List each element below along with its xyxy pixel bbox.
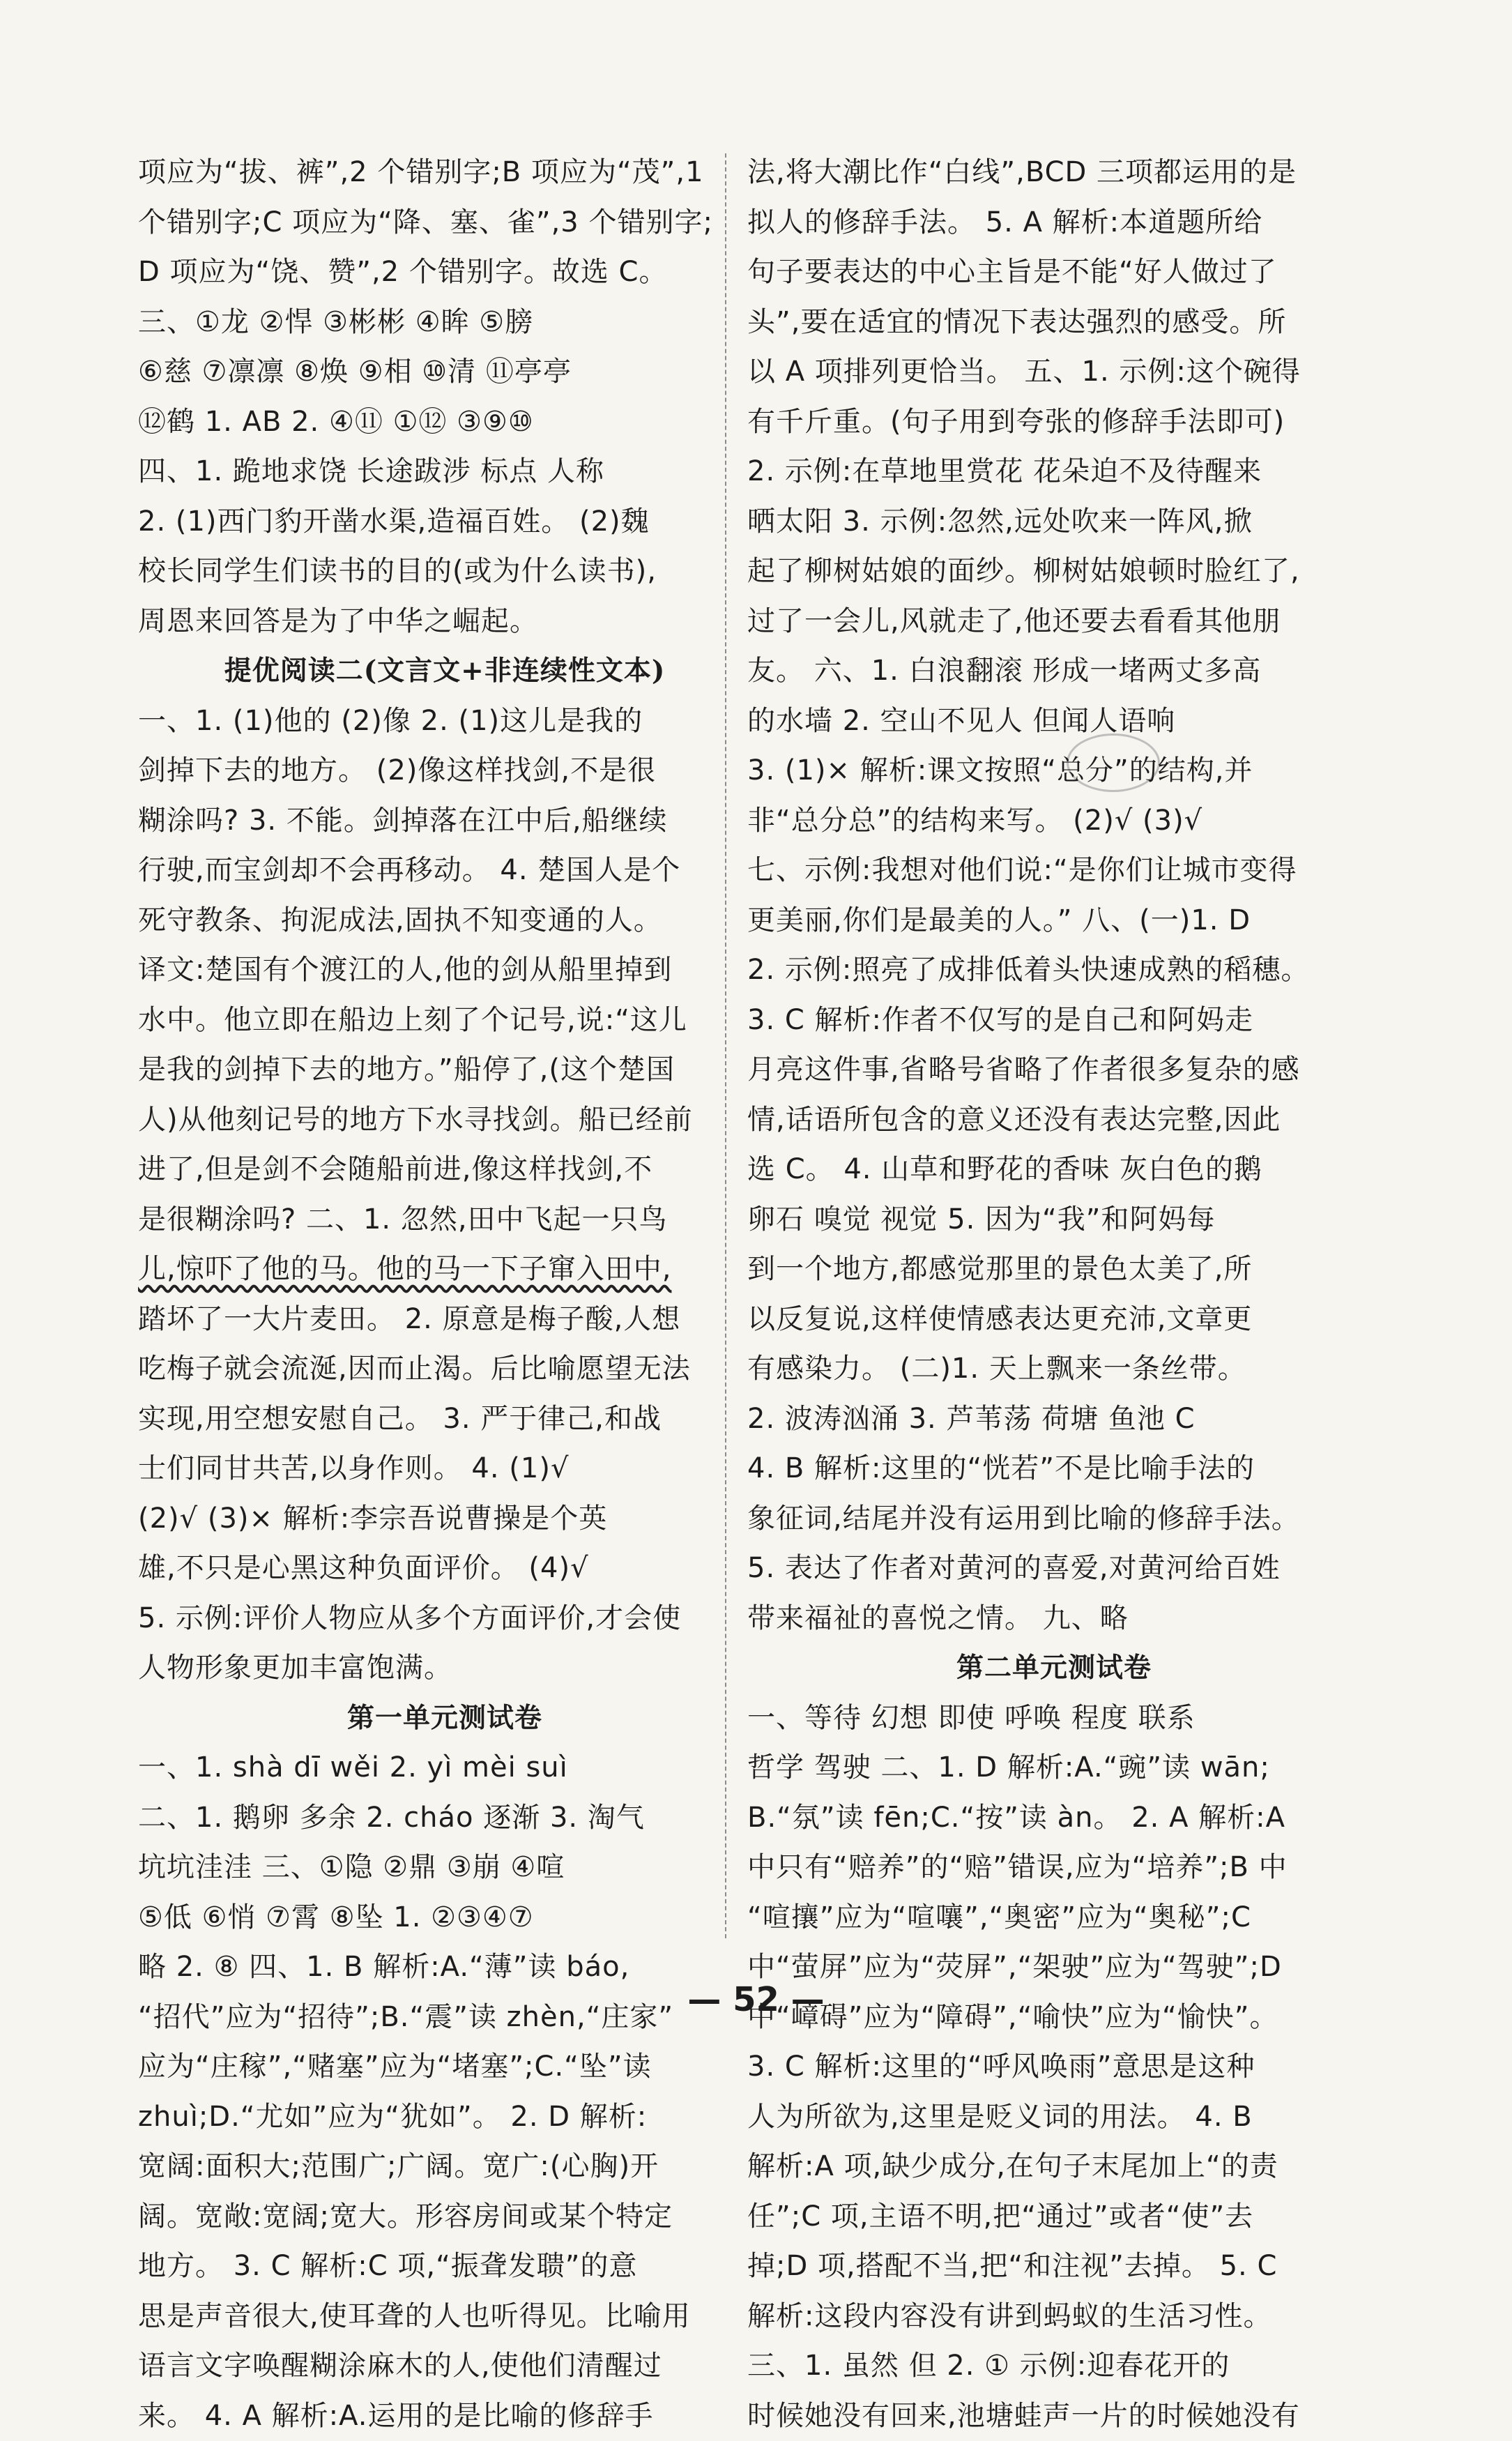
- text-line: 法,将大潮比作“白线”,BCD 三项都运用的是: [747, 148, 1361, 198]
- text-line: 起了柳树姑娘的面纱。柳树姑娘顿时脸红了,: [747, 547, 1361, 597]
- text-line: 3. (1)× 解析:课文按照“总分”的结构,并: [747, 746, 1361, 796]
- text-line: 来。 4. A 解析:A.运用的是比喻的修辞手: [138, 2391, 751, 2441]
- text-line: 思是声音很大,使耳聋的人也听得见。比喻用: [138, 2292, 751, 2342]
- text-line: 5. 示例:评价人物应从多个方面评价,才会使: [138, 1594, 751, 1644]
- text-line: 个错别字;C 项应为“降、塞、雀”,3 个错别字;: [138, 198, 751, 248]
- text-line: 哲学 驾驶 二、1. D 解析:A.“豌”读 wān;: [747, 1743, 1361, 1793]
- text-line: 雄,不只是心黑这种负面评价。 (4)√: [138, 1544, 751, 1594]
- text-line: 以 A 项排列更恰当。 五、1. 示例:这个碗得: [747, 347, 1361, 397]
- text-line: 应为“庄稼”,“赌塞”应为“堵塞”;C.“坠”读: [138, 2042, 751, 2092]
- text-line: 语言文字唤醒糊涂麻木的人,使他们清醒过: [138, 2341, 751, 2391]
- text-line: 略 2. ⑧ 四、1. B 解析:A.“薄”读 báo,: [138, 1942, 751, 1993]
- text-line: 行驶,而宝剑却不会再移动。 4. 楚国人是个: [138, 846, 751, 896]
- page-number: — 52 —: [0, 1980, 1512, 2019]
- text-line: 头”,要在适宜的情况下表达强烈的感受。所: [747, 298, 1361, 348]
- text-line: 过了一会儿,风就走了,他还要去看看其他朋: [747, 597, 1361, 647]
- text-line: 非“总分总”的结构来写。 (2)√ (3)√: [747, 796, 1361, 846]
- text-line: 2. 波涛汹涌 3. 芦苇荡 荷塘 鱼池 C: [747, 1394, 1361, 1445]
- text-line: 中“萤屏”应为“荧屏”,“架驶”应为“驾驶”;D: [747, 1942, 1361, 1993]
- text-line: 3. C 解析:这里的“呼风唤雨”意思是这种: [747, 2042, 1361, 2092]
- text-line: 人)从他刻记号的地方下水寻找剑。船已经前: [138, 1095, 751, 1146]
- text-line: 中“嶂碍”应为“障碍”,“喻快”应为“愉快”。: [747, 1993, 1361, 2043]
- text-line: zhuì;D.“尤如”应为“犹如”。 2. D 解析:: [138, 2092, 751, 2143]
- text-line: D 项应为“饶、赞”,2 个错别字。故选 C。: [138, 248, 751, 298]
- text-line: 译文:楚国有个渡江的人,他的剑从船里掉到: [138, 945, 751, 996]
- text-line: 情,话语所包含的意义还没有表达完整,因此: [747, 1095, 1361, 1146]
- text-line: B.“氛”读 fēn;C.“按”读 àn。 2. A 解析:A: [747, 1793, 1361, 1843]
- text-line: 校长同学生们读书的目的(或为什么读书),: [138, 547, 751, 597]
- text-line: 更美丽,你们是最美的人。” 八、(一)1. D: [747, 896, 1361, 946]
- text-line: 晒太阳 3. 示例:忽然,远处吹来一阵风,掀: [747, 497, 1361, 547]
- text-line: 一、1. (1)他的 (2)像 2. (1)这儿是我的: [138, 697, 751, 747]
- text-line: 七、示例:我想对他们说:“是你们让城市变得: [747, 846, 1361, 896]
- text-line: 时候她没有回来,池塘蛙声一片的时候她没有: [747, 2391, 1361, 2441]
- text-line: 人为所欲为,这里是贬义词的用法。 4. B: [747, 2092, 1361, 2143]
- text-line: 四、1. 跪地求饶 长途跋涉 标点 人称: [138, 447, 751, 497]
- text-line: 阔。宽敞:宽阔;宽大。形容房间或某个特定: [138, 2192, 751, 2242]
- text-line: 3. C 解析:作者不仅写的是自己和阿妈走: [747, 996, 1361, 1046]
- text-line: 二、1. 鹅卵 多余 2. cháo 逐渐 3. 淘气: [138, 1793, 751, 1843]
- text-line: 三、①龙 ②悍 ③彬彬 ④眸 ⑤膀: [138, 298, 751, 348]
- text-line: ⑤低 ⑥悄 ⑦霄 ⑧坠 1. ②③④⑦: [138, 1893, 751, 1943]
- section-heading-unit-2-test: 第二单元测试卷: [747, 1643, 1361, 1694]
- text-line: 三、1. 虽然 但 2. ① 示例:迎春花开的: [747, 2341, 1361, 2391]
- section-heading-unit-1-test: 第一单元测试卷: [138, 1694, 751, 1744]
- text-line: 一、1. shà dī wěi 2. yì mèi suì: [138, 1743, 751, 1793]
- text-line: 是很糊涂吗? 二、1. 忽然,田中飞起一只鸟: [138, 1195, 751, 1245]
- text-line: 糊涂吗? 3. 不能。剑掉落在江中后,船继续: [138, 796, 751, 846]
- text-line: 士们同甘共苦,以身作则。 4. (1)√: [138, 1444, 751, 1494]
- text-line: 带来福祉的喜悦之情。 九、略: [747, 1594, 1361, 1644]
- text-line: 一、等待 幻想 即使 呼唤 程度 联系: [747, 1694, 1361, 1744]
- text-line: 掉;D 项,搭配不当,把“和注视”去掉。 5. C: [747, 2242, 1361, 2292]
- text-line: 吃梅子就会流涎,因而止渴。后比喻愿望无法: [138, 1344, 751, 1394]
- text-line: 2. (1)西门豹开凿水渠,造福百姓。 (2)魏: [138, 497, 751, 547]
- text-line: 周恩来回答是为了中华之崛起。: [138, 597, 751, 647]
- text-line: ⑥慈 ⑦凛凛 ⑧焕 ⑨相 ⑩清 ⑪亭亭: [138, 347, 751, 397]
- text-line: 4. B 解析:这里的“恍若”不是比喻手法的: [747, 1444, 1361, 1494]
- text-line-underlined: 儿,惊吓了他的马。他的马一下子窜入田中,: [138, 1245, 751, 1295]
- left-column: [138, 148, 751, 2441]
- text-line: 句子要表达的中心主旨是不能“好人做过了: [747, 248, 1361, 298]
- text-line: 解析:这段内容没有讲到蚂蚁的生活习性。: [747, 2292, 1361, 2342]
- text-line: 2. 示例:在草地里赏花 花朵迫不及待醒来: [747, 447, 1361, 497]
- text-line: 是我的剑掉下去的地方。”船停了,(这个楚国: [138, 1045, 751, 1095]
- text-line: 有千斤重。(句子用到夸张的修辞手法即可): [747, 397, 1361, 448]
- text-line: “招代”应为“招待”;B.“震”读 zhèn,“庄家”: [138, 1993, 751, 2043]
- text-line: 拟人的修辞手法。 5. A 解析:本道题所给: [747, 198, 1361, 248]
- text-line: 选 C。 4. 山草和野花的香味 灰白色的鹅: [747, 1145, 1361, 1195]
- text-line: (2)√ (3)× 解析:李宗吾说曹操是个英: [138, 1494, 751, 1544]
- text-line: 中只有“赔养”的“赔”错误,应为“培养”;B 中: [747, 1843, 1361, 1893]
- right-column: [747, 148, 1361, 2441]
- text-line: 坑坑洼洼 三、①隐 ②鼎 ③崩 ④喧: [138, 1843, 751, 1893]
- text-line: 到一个地方,都感觉那里的景色太美了,所: [747, 1245, 1361, 1295]
- text-line: 死守教条、拘泥成法,固执不知变通的人。: [138, 896, 751, 946]
- text-line: 任”;C 项,主语不明,把“通过”或者“使”去: [747, 2192, 1361, 2242]
- text-line: 宽阔:面积大;范围广;广阔。宽广:(心胸)开: [138, 2142, 751, 2192]
- text-line: 项应为“拔、裤”,2 个错别字;B 项应为“茂”,1: [138, 148, 751, 198]
- text-line: 有感染力。 (二)1. 天上飘来一条丝带。: [747, 1344, 1361, 1394]
- text-line: ⑫鹤 1. AB 2. ④⑪ ①⑫ ③⑨⑩: [138, 397, 751, 448]
- text-line: 象征词,结尾并没有运用到比喻的修辞手法。: [747, 1494, 1361, 1544]
- text-line: 水中。他立即在船边上刻了个记号,说:“这儿: [138, 996, 751, 1046]
- text-line: 踏坏了一大片麦田。 2. 原意是梅子酸,人想: [138, 1295, 751, 1345]
- text-line: 以反复说,这样使情感表达更充沛,文章更: [747, 1295, 1361, 1345]
- text-line: 2. 示例:照亮了成排低着头快速成熟的稻穗。: [747, 945, 1361, 996]
- text-line: 实现,用空想安慰自己。 3. 严于律己,和战: [138, 1394, 751, 1445]
- text-line: 人物形象更加丰富饱满。: [138, 1643, 751, 1694]
- text-line: “喧攘”应为“喧嚷”,“奥密”应为“奥秘”;C: [747, 1893, 1361, 1943]
- text-line: 进了,但是剑不会随船前进,像这样找剑,不: [138, 1145, 751, 1195]
- text-line: 月亮这件事,省略号省略了作者很多复杂的感: [747, 1045, 1361, 1095]
- text-line: 剑掉下去的地方。 (2)像这样找剑,不是很: [138, 746, 751, 796]
- text-line: 地方。 3. C 解析:C 项,“振聋发聩”的意: [138, 2242, 751, 2292]
- text-line: 友。 六、1. 白浪翻滚 形成一堵两丈多高: [747, 646, 1361, 697]
- text-line: 5. 表达了作者对黄河的喜爱,对黄河给百姓: [747, 1544, 1361, 1594]
- text-line: 解析:A 项,缺少成分,在句子末尾加上“的责: [747, 2142, 1361, 2192]
- section-heading-reading-2: 提优阅读二(文言文+非连续性文本): [138, 646, 751, 697]
- text-line: 卵石 嗅觉 视觉 5. 因为“我”和阿妈每: [747, 1195, 1361, 1245]
- text-line: 的水墙 2. 空山不见人 但闻人语响: [747, 697, 1361, 747]
